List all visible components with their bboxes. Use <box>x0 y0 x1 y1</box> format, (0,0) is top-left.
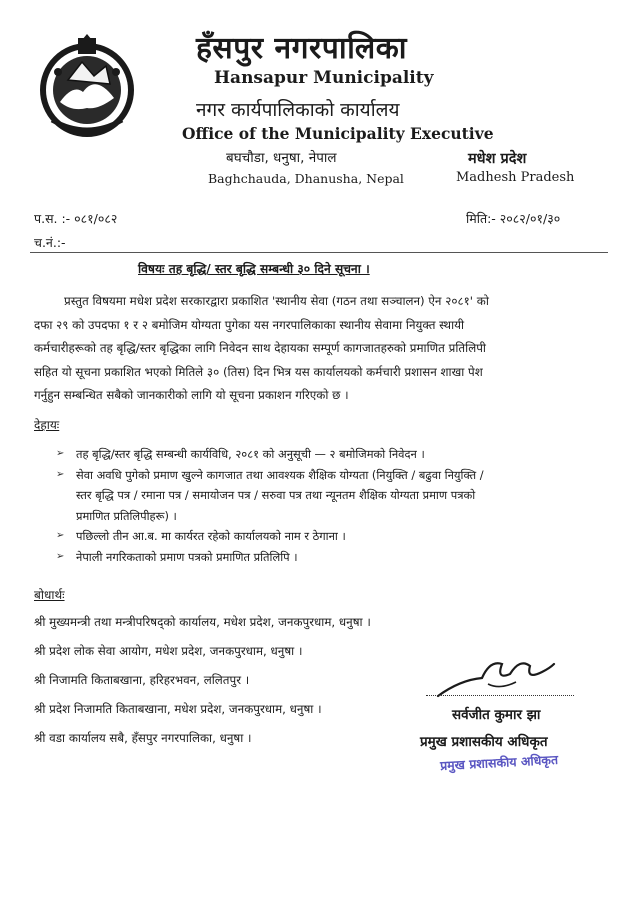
address-np: बघचौडा, धनुषा, नेपाल <box>226 150 337 166</box>
list-item: ➢ सेवा अवधि पुगेको प्रमाण खुल्ने कागजात तथा आवश्यक शैक्षिक योग्यता (नियुक्ति / बढुवा नियुक्ति / स्तर बृद्धि पत्र / रमाना पत्र / समायोजन पत्र / सरुवा पत्र तथा न्यूनतम शैक्षिक योग्यता प्रमाण पत्रको प्रमाणित प्रतिलिपीहरू) । <box>56 465 616 527</box>
municipality-title-np: हँसपुर नगरपालिका <box>196 31 408 66</box>
list-item: ➢ पछिल्लो तीन आ.ब. मा कार्यरत रहेको कार्यालयको नाम र ठेगाना । <box>56 526 616 547</box>
cc-heading: बोधार्थः <box>34 588 65 602</box>
issue-date: मिति:- २०८२/०१/३० <box>466 211 561 226</box>
arrow-bullet-icon: ➢ <box>56 550 65 562</box>
municipality-title-en: Hansapur Municipality <box>214 68 434 88</box>
arrow-bullet-icon: ➢ <box>56 468 65 480</box>
office-name-np: नगर कार्यपालिकाको कार्यालय <box>196 99 400 121</box>
body-line: कर्मचारीहरूको तह बृद्धि/स्तर बृद्धिका लागि निवेदन साथ देहायका सम्पूर्ण कागजातहरुको प्रमाणित प्रतिलिपी <box>34 341 486 355</box>
signatory-name: सर्वजीत कुमार झा <box>452 707 541 723</box>
header-divider <box>30 252 608 253</box>
notice-subject: विषयः तह बृद्धि/ स्तर बृद्धि सम्बन्धी ३० दिने सूचना । <box>138 262 370 276</box>
cc-item: श्री प्रदेश निजामति किताबखाना, मधेश प्रदेश, जनकपुरधाम, धनुषा । <box>34 702 322 716</box>
reference-number: प.स. :- ०८१/०८२ <box>34 211 118 226</box>
body-line: सहित यो सूचना प्रकाशित भएको मितिले ३० (तिस) दिन भित्र यस कार्यालयको कर्मचारी प्रशासन शाखा पेश <box>34 364 483 379</box>
office-name-en: Office of the Municipality Executive <box>182 124 494 143</box>
signatory-title: प्रमुख प्रशासकीय अधिकृत <box>420 734 548 750</box>
requirements-list <box>56 444 616 567</box>
province-np: मधेश प्रदेश <box>468 151 527 167</box>
body-line: प्रस्तुत विषयमा मधेश प्रदेश सरकारद्वारा प्रकाशित 'स्थानीय सेवा (गठन तथा सञ्चालन) ऐन २०८१' को <box>64 294 489 308</box>
province-en: Madhesh Pradesh <box>456 170 575 185</box>
body-line: गर्नुहुन सम्बन्धित सबैको जानकारीको लागि यो सूचना प्रकाशन गरिएको छ । <box>34 388 349 402</box>
notice-body <box>34 290 606 408</box>
cc-item: श्री निजामति किताबखाना, हरिहरभवन, ललितपुर । <box>34 673 250 687</box>
official-stamp: प्रमुख प्रशासकीय अधिकृत <box>439 751 559 774</box>
list-item: ➢ नेपाली नगरिकताको प्रमाण पत्रको प्रमाणित प्रतिलिपि । <box>56 547 616 568</box>
address-en: Baghchauda, Dhanusha, Nepal <box>208 171 404 186</box>
nepal-emblem-icon <box>38 32 136 142</box>
cc-item: श्री मुख्यमन्त्री तथा मन्त्रीपरिषद्को कार्यालय, मधेश प्रदेश, जनकपुरधाम, धनुषा । <box>34 615 371 629</box>
arrow-bullet-icon: ➢ <box>56 530 65 541</box>
cc-item: श्री प्रदेश लोक सेवा आयोग, मधेश प्रदेश, जनकपुरधाम, धनुषा । <box>34 644 303 658</box>
arrow-bullet-icon: ➢ <box>56 448 65 459</box>
list-item: ➢ तह बृद्धि/स्तर बृद्धि सम्बन्धी कार्यविधि, २०८१ को अनुसूची — २ बमोजिमको निवेदन । <box>56 444 616 465</box>
cc-item: श्री वडा कार्यालय सबै, हँसपुर नगरपालिका, धनुषा । <box>34 731 252 745</box>
signature-line <box>426 695 574 696</box>
dispatch-number: च.नं.:- <box>34 235 66 250</box>
requirements-heading: देहायः <box>34 418 60 432</box>
cc-list <box>34 612 371 757</box>
body-line: दफा २९ को उपदफा १ र २ बमोजिम योग्यता पुगेका यस नगरपालिकाका स्थानीय सेवामा नियुक्त स्थायी <box>34 317 465 332</box>
